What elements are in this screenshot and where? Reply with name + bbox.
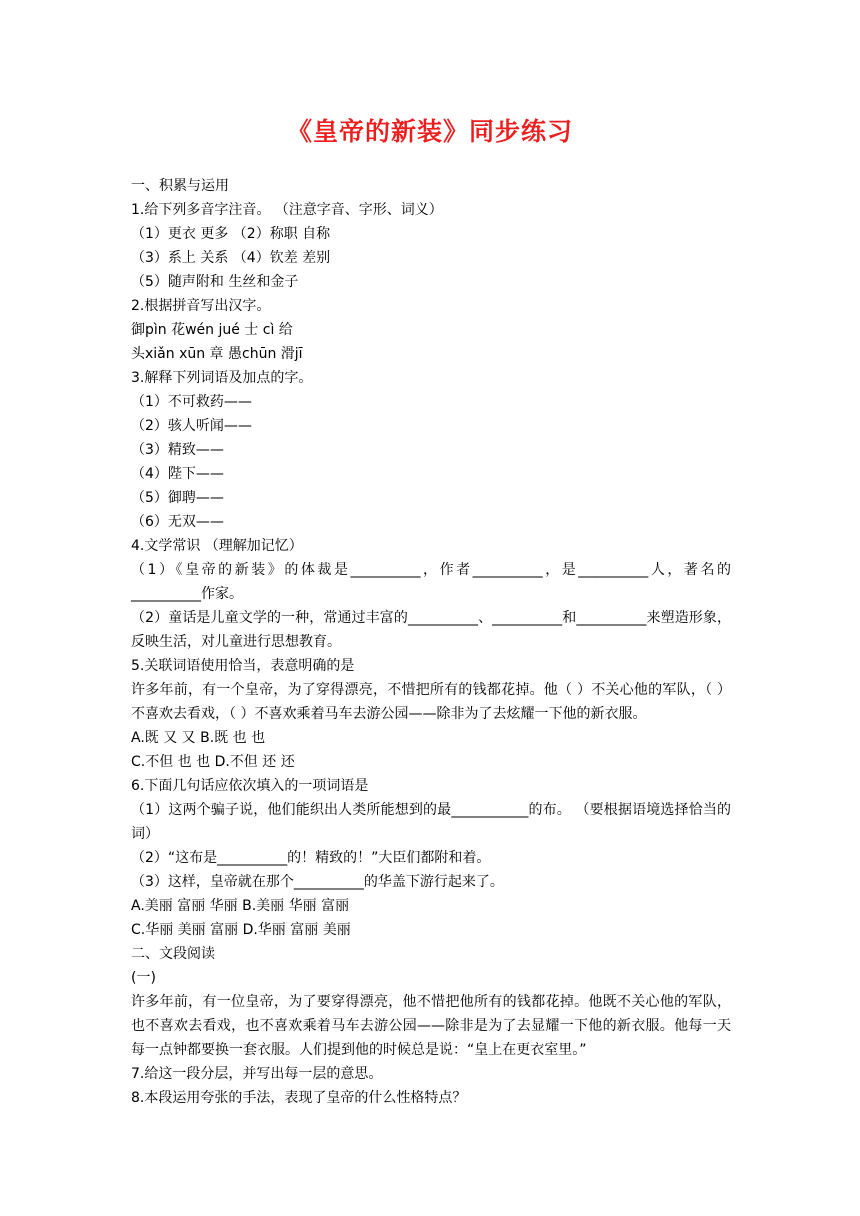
- question-2-stem: 2.根据拼音写出汉字。: [131, 298, 271, 314]
- question-5-stem: 5.关联词语使用恰当，表意明确的是: [131, 658, 355, 674]
- question-6-stem: 6.下面几句话应依次填入的一项词语是: [131, 778, 369, 794]
- question-5-options: A.既 又 又 B.既 也 也: [131, 730, 266, 746]
- question-8-stem: 8.本段运用夸张的手法，表现了皇帝的什么性格特点？: [131, 1090, 467, 1106]
- question-4-stem: 4.文学常识 （理解加记忆）: [131, 538, 303, 554]
- question-3-item: （3）精致——: [131, 442, 224, 458]
- question-7-stem: 7.给这一段分层，并写出每一层的意思。: [131, 1066, 383, 1082]
- question-3-item: （6）无双——: [131, 514, 224, 530]
- question-2-item: 头xiǎn xūn 章 愚chūn 滑jī: [131, 346, 303, 362]
- question-4-item: （1）《皇帝的新装》的体裁是__________，作者__________，是__________人，著名的__________作家。: [131, 562, 731, 602]
- question-1-item: （1）更衣 更多 （2）称职 自称: [131, 226, 331, 242]
- question-6-options: C.华丽 美丽 富丽 D.华丽 富丽 美丽: [131, 922, 351, 938]
- section-heading-1: 一、积累与运用: [131, 178, 229, 194]
- page-title: 《皇帝的新装》同步练习: [286, 117, 573, 146]
- question-1-item: （5）随声附和 生丝和金子: [131, 274, 299, 290]
- question-1-stem: 1.给下列多音字注音。 （注意字音、字形、词义）: [131, 202, 443, 218]
- question-5-options: C.不但 也 也 D.不但 还 还: [131, 754, 295, 770]
- question-5-passage: 许多年前，有一个皇帝，为了穿得漂亮，不惜把所有的钱都花掉。他（ ）不关心他的军队，（ ）不喜欢去看戏，（ ）不喜欢乘着马车去游公园——除非为了去炫耀一下他的新衣服。: [131, 682, 731, 722]
- question-3-item: （5）御聘——: [131, 490, 224, 506]
- question-3-item: （2）骇人听闻——: [131, 418, 252, 434]
- question-2-item: 御pìn 花wén jué 士 cì 给: [131, 322, 293, 338]
- question-6-options: A.美丽 富丽 华丽 B.美丽 华丽 富丽: [131, 898, 350, 914]
- question-1-item: （3）系上 关系 （4）钦差 差别: [131, 250, 331, 266]
- question-4-item: （2）童话是儿童文学的一种，常通过丰富的__________、__________和__________来塑造形象，反映生活，对儿童进行思想教育。: [131, 610, 731, 650]
- reading-passage: 许多年前，有一位皇帝，为了要穿得漂亮，他不惜把他所有的钱都花掉。他既不关心他的军队，也不喜欢去看戏，也不喜欢乘着马车去游公园——除非是为了去显耀一下他的新衣服。他每一天每一点钟都要换一套衣服。人们提到他的时候总是说：“皇上在更衣室里。”: [131, 994, 731, 1058]
- question-3-item: （1）不可救药——: [131, 394, 252, 410]
- question-3-stem: 3.解释下列词语及加点的字。: [131, 370, 313, 386]
- document-body: [131, 174, 731, 1110]
- section-heading-2: 二、文段阅读: [131, 946, 215, 962]
- passage-label: (一): [131, 970, 156, 986]
- question-3-item: （4）陛下——: [131, 466, 224, 482]
- question-6-item: （3）这样，皇帝就在那个__________的华盖下游行起来了。: [131, 874, 504, 890]
- question-6-item: （2）“这布是__________的！精致的！”大臣们都附和着。: [131, 850, 491, 866]
- question-6-item: （1）这两个骗子说，他们能织出人类所能想到的最___________的布。 （要根据语境选择恰当的词）: [131, 802, 731, 842]
